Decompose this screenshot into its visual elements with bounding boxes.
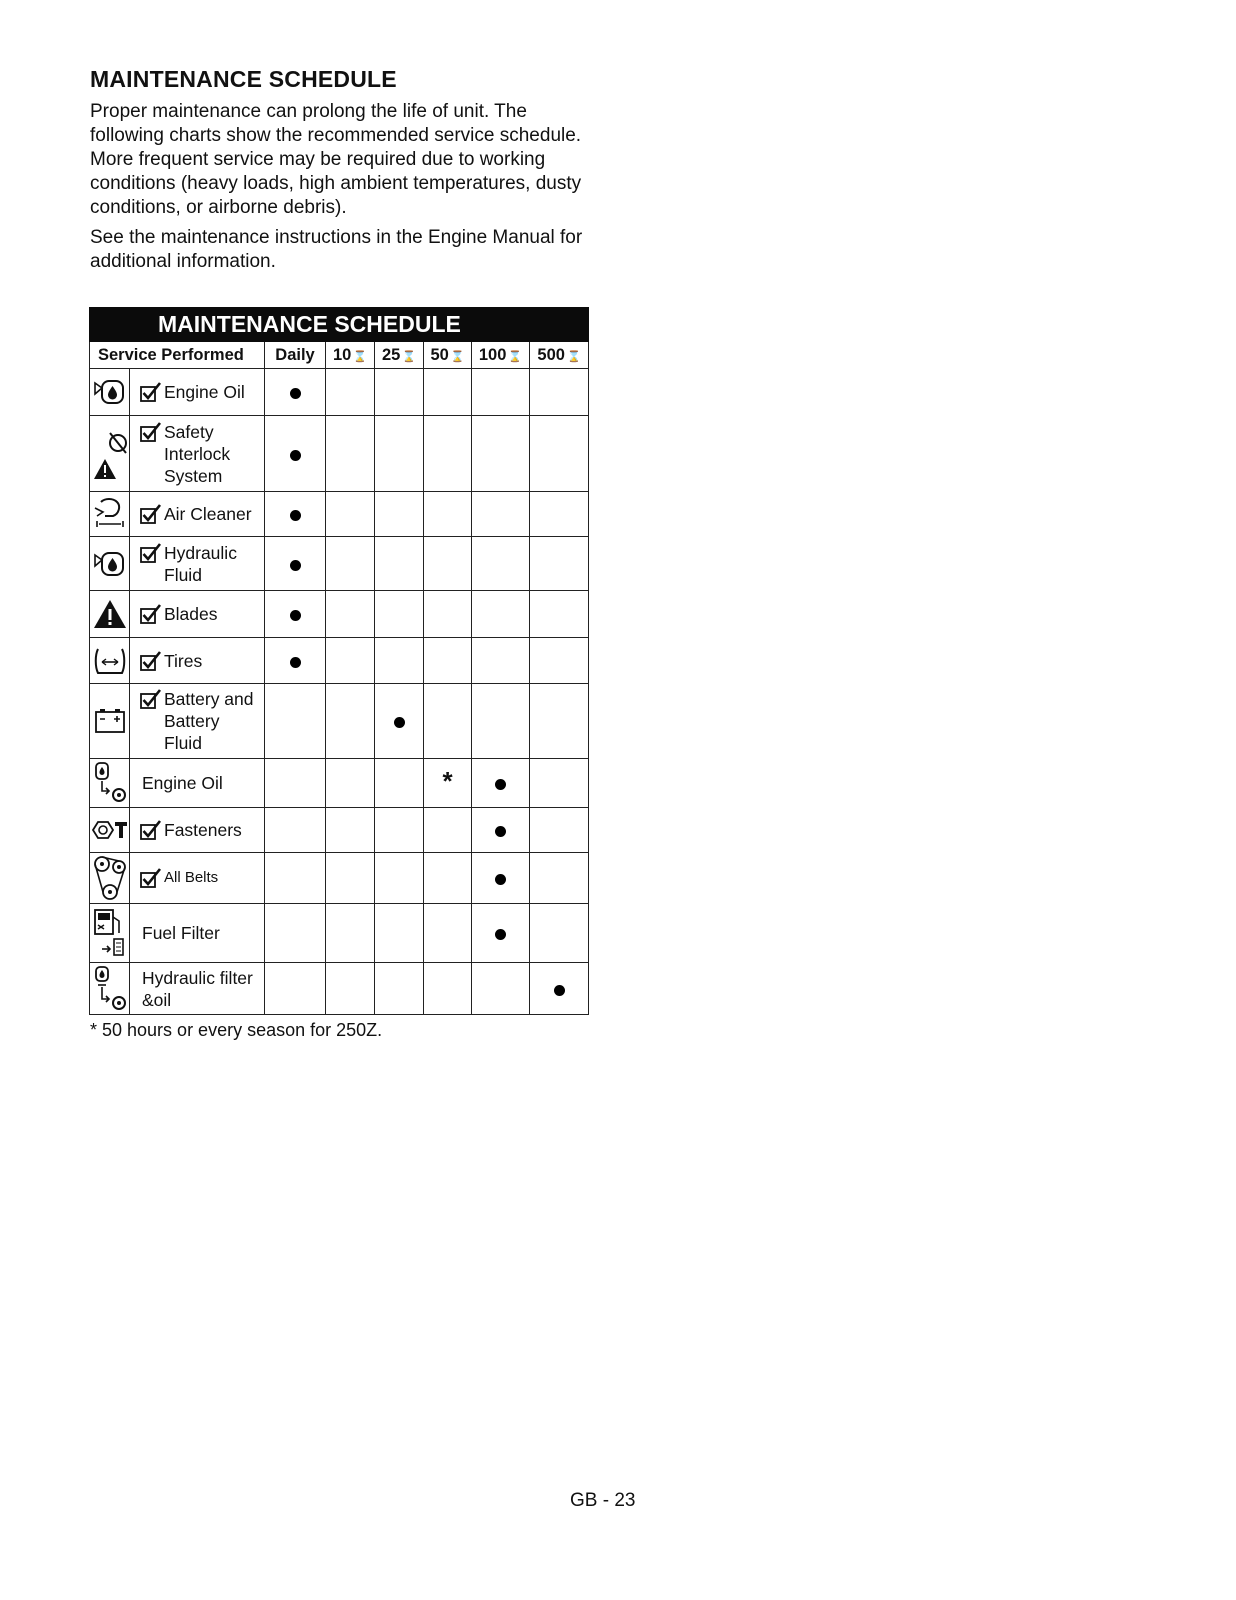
interval-cell <box>424 963 472 1015</box>
hourglass-icon: ⌛ <box>353 350 368 363</box>
table-row <box>90 492 589 537</box>
table-row <box>90 963 589 1015</box>
service-label: &oil <box>142 989 172 1010</box>
bullet-dot-icon <box>554 985 565 996</box>
maintenance-schedule-table <box>89 307 589 1015</box>
service-cell <box>130 369 265 416</box>
interval-cell <box>472 369 530 416</box>
interval-cell <box>375 759 424 808</box>
service-label: Fluid <box>164 733 202 753</box>
service-cell <box>130 963 265 1015</box>
service-label: System <box>164 465 223 486</box>
interval-cell <box>265 684 326 759</box>
bullet-dot-icon <box>290 388 301 399</box>
bullet-dot-icon <box>495 929 506 940</box>
table-title: MAINTENANCE SCHEDULE <box>90 308 589 342</box>
bullet-dot-icon <box>290 450 301 461</box>
service-label: Blades <box>164 604 218 624</box>
page-number: GB - 23 <box>570 1490 636 1511</box>
interval-cell <box>375 808 424 853</box>
interval-cell <box>472 759 530 808</box>
hourglass-icon: ⌛ <box>566 350 581 363</box>
header-100-hours <box>472 342 530 369</box>
bullet-dot-icon <box>290 510 301 521</box>
interval-cell <box>265 904 326 963</box>
interval-cell <box>472 808 530 853</box>
header-25-label: 25 <box>381 345 401 364</box>
interval-cell <box>530 853 589 904</box>
service-cell <box>130 684 265 759</box>
checkbox-check-icon <box>140 503 164 524</box>
interval-cell <box>424 904 472 963</box>
interval-cell <box>530 759 589 808</box>
hourglass-icon: ⌛ <box>450 350 465 363</box>
interval-cell <box>530 808 589 853</box>
checkbox-check-icon <box>140 421 164 442</box>
interval-cell <box>530 369 589 416</box>
warning-triangle-icon <box>90 591 130 638</box>
service-label: Interlock <box>164 443 231 464</box>
interval-cell <box>326 759 375 808</box>
interval-cell <box>472 492 530 537</box>
interval-cell <box>375 416 424 492</box>
table-row <box>90 759 589 808</box>
intro-text <box>90 100 600 280</box>
interval-cell <box>375 904 424 963</box>
bullet-dot-icon <box>495 874 506 885</box>
header-50-hours <box>424 342 472 369</box>
interval-cell <box>375 591 424 638</box>
checkbox-check-icon <box>140 381 164 402</box>
interval-cell <box>326 591 375 638</box>
interval-cell <box>265 492 326 537</box>
service-label: Tires <box>164 650 203 671</box>
hourglass-icon: ⌛ <box>402 350 417 363</box>
interval-cell <box>326 369 375 416</box>
interval-cell <box>326 638 375 684</box>
interval-cell <box>265 759 326 808</box>
service-cell <box>130 537 265 591</box>
warning-interlock-icon <box>90 416 130 492</box>
table-row <box>90 904 589 963</box>
interval-cell <box>265 369 326 416</box>
service-cell <box>130 904 265 963</box>
bullet-dot-icon <box>495 779 506 790</box>
oil-can-icon <box>90 537 130 591</box>
interval-cell <box>424 492 472 537</box>
interval-cell <box>472 591 530 638</box>
interval-cell <box>326 416 375 492</box>
interval-cell <box>472 416 530 492</box>
service-cell <box>130 853 265 904</box>
service-label: Fluid <box>164 564 202 585</box>
interval-cell <box>472 684 530 759</box>
asterisk-icon: * <box>442 766 453 796</box>
oil-can-icon <box>90 369 130 416</box>
table-header-row <box>90 342 589 369</box>
interval-cell <box>326 684 375 759</box>
interval-cell <box>472 904 530 963</box>
table-row <box>90 416 589 492</box>
interval-cell <box>326 853 375 904</box>
fuel-filter-icon <box>90 904 130 963</box>
intro-paragraph-1: Proper maintenance can prolong the life of unit. The following charts show the recommended service schedule. More frequent service may be required due to working conditions (heavy loads, high ambient temperatures, dusty conditions, or airborne debris). <box>90 101 582 218</box>
header-100-label: 100 <box>478 345 507 364</box>
air-cleaner-icon <box>90 492 130 537</box>
interval-cell <box>375 638 424 684</box>
table-row <box>90 853 589 904</box>
interval-cell <box>424 369 472 416</box>
service-label: Engine Oil <box>164 382 245 402</box>
interval-cell <box>375 369 424 416</box>
interval-cell <box>424 638 472 684</box>
checkbox-check-icon <box>140 867 164 888</box>
interval-cell <box>472 638 530 684</box>
interval-cell <box>472 853 530 904</box>
header-25-hours <box>375 342 424 369</box>
service-cell <box>130 416 265 492</box>
interval-cell <box>326 808 375 853</box>
header-50-label: 50 <box>430 345 449 364</box>
section-title: MAINTENANCE SCHEDULE <box>90 66 397 92</box>
hydraulic-filter-icon <box>90 963 130 1015</box>
interval-cell <box>472 963 530 1015</box>
bullet-dot-icon <box>495 826 506 837</box>
interval-cell <box>530 537 589 591</box>
table-row <box>90 808 589 853</box>
interval-cell <box>530 963 589 1015</box>
checkbox-check-icon <box>140 650 164 671</box>
checkbox-check-icon <box>140 819 164 840</box>
interval-cell <box>424 591 472 638</box>
header-500-hours <box>530 342 589 369</box>
interval-cell <box>424 684 472 759</box>
checkbox-check-icon <box>140 688 164 709</box>
service-cell <box>130 808 265 853</box>
table-row <box>90 638 589 684</box>
belts-icon <box>90 853 130 904</box>
service-cell <box>130 759 265 808</box>
header-500-label: 500 <box>537 345 565 364</box>
interval-cell <box>530 591 589 638</box>
interval-cell <box>375 492 424 537</box>
bullet-dot-icon <box>394 717 405 728</box>
table-row <box>90 369 589 416</box>
fasteners-icon <box>90 808 130 853</box>
interval-cell <box>375 684 424 759</box>
service-cell <box>130 492 265 537</box>
interval-cell <box>530 904 589 963</box>
service-label: Battery and <box>164 689 254 709</box>
interval-cell <box>375 537 424 591</box>
checkbox-check-icon <box>140 542 164 563</box>
interval-cell <box>530 492 589 537</box>
service-label: Battery <box>164 711 220 731</box>
service-label: Hydraulic filter <box>142 967 253 988</box>
header-10-hours <box>326 342 375 369</box>
table-row <box>90 537 589 591</box>
interval-cell <box>424 537 472 591</box>
service-label: Fuel Filter <box>142 923 220 943</box>
service-label: All Belts <box>164 869 219 886</box>
interval-cell <box>424 416 472 492</box>
interval-cell <box>530 416 589 492</box>
footnote: * 50 hours or every season for 250Z. <box>90 1020 383 1040</box>
service-label: Fasteners <box>164 820 242 840</box>
interval-cell <box>472 537 530 591</box>
interval-cell <box>424 853 472 904</box>
interval-cell <box>265 638 326 684</box>
bullet-dot-icon <box>290 610 301 621</box>
interval-cell <box>326 537 375 591</box>
header-daily: Daily <box>265 342 326 369</box>
interval-cell <box>265 963 326 1015</box>
interval-cell <box>424 808 472 853</box>
service-cell <box>130 638 265 684</box>
battery-icon <box>90 684 130 759</box>
interval-cell <box>265 537 326 591</box>
service-label: Safety <box>164 421 214 442</box>
header-10-label: 10 <box>332 345 352 364</box>
interval-cell <box>265 416 326 492</box>
service-label: Air Cleaner <box>164 504 252 524</box>
table-row <box>90 591 589 638</box>
interval-cell <box>265 853 326 904</box>
interval-cell <box>530 638 589 684</box>
tire-pressure-icon <box>90 638 130 684</box>
intro-paragraph-2: See the maintenance instructions in the Engine Manual for additional information. <box>90 227 583 272</box>
service-cell <box>130 591 265 638</box>
hourglass-icon: ⌛ <box>508 350 523 363</box>
oil-change-icon <box>90 759 130 808</box>
bullet-dot-icon <box>290 560 301 571</box>
interval-cell <box>424 759 472 808</box>
interval-cell <box>265 591 326 638</box>
checkbox-check-icon <box>140 603 164 624</box>
interval-cell <box>265 808 326 853</box>
header-service-performed: Service Performed <box>90 342 265 369</box>
interval-cell <box>326 904 375 963</box>
bullet-dot-icon <box>290 657 301 668</box>
interval-cell <box>326 963 375 1015</box>
interval-cell <box>375 963 424 1015</box>
interval-cell <box>375 853 424 904</box>
table-row <box>90 684 589 759</box>
interval-cell <box>530 684 589 759</box>
interval-cell <box>326 492 375 537</box>
service-label: Engine Oil <box>142 773 223 793</box>
service-label: Hydraulic <box>164 542 237 563</box>
